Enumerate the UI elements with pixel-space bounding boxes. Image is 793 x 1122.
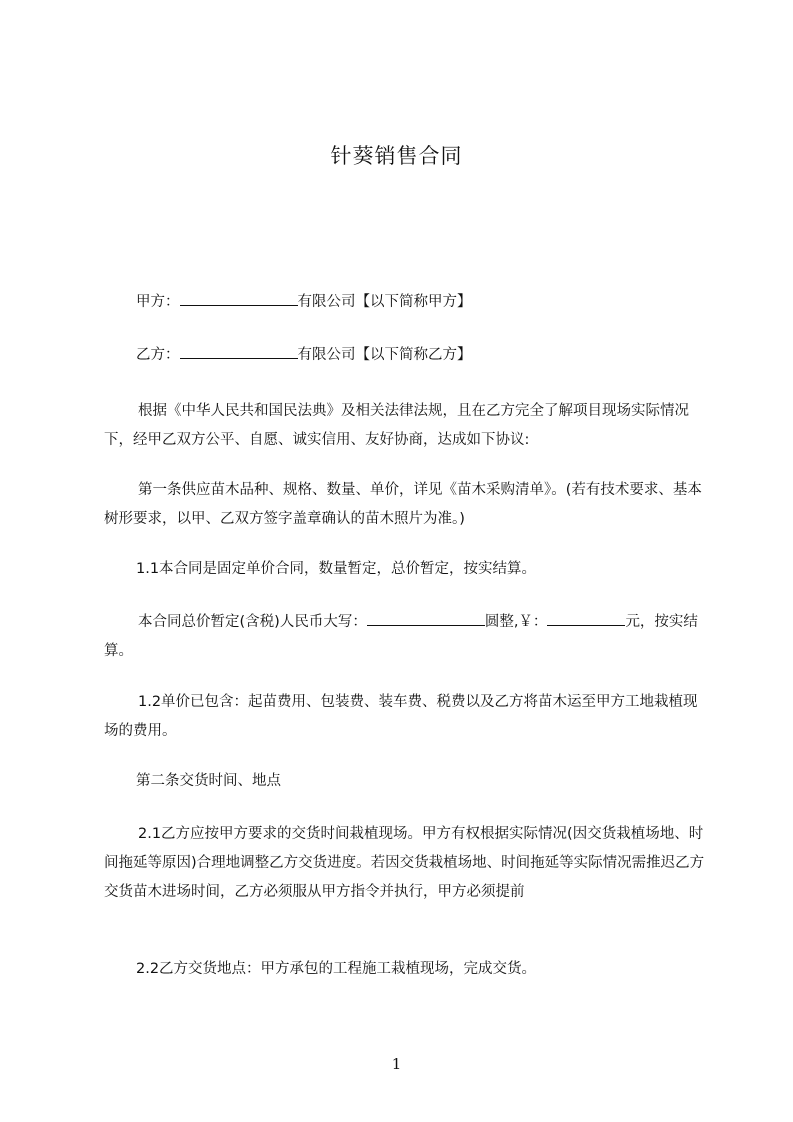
clause-1-2-paragraph: 1.2单价已包含：起苗费用、包装费、装车费、税费以及乙方将苗木运至甲方工地栽植现场的费用。: [104, 694, 698, 739]
article-2-heading: 第二条交货时间、地点: [136, 773, 281, 789]
total-price-paragraph: [104, 608, 708, 666]
party-b-line: [104, 343, 704, 366]
total-price-amount-blank: [547, 610, 625, 626]
party-b-label: 乙方：: [136, 347, 180, 363]
document-title: 针葵销售合同: [330, 144, 463, 168]
total-price-words-blank: [367, 610, 485, 626]
preamble-paragraph: 根据《中华人民共和国民法典》及相关法律法规，且在乙方完全了解项目现场实际情况下，经甲乙双方公平、自愿、诚实信用、友好协商，达成如下协议:: [104, 403, 689, 448]
party-a-suffix: 有限公司【以下简称甲方】: [297, 294, 472, 310]
party-a-name-blank: [180, 290, 298, 306]
clause-2-1-paragraph: 2.1乙方应按甲方要求的交货时间栽植现场。甲方有权根据实际情况(因交货栽植场地、时间拖延等原因)合理地调整乙方交货进度。若因交货栽植场地、时间拖延等实际情况需推迟乙方交货苗木进场时间，乙方必须服从甲方指令并执行，甲方必须提前: [104, 826, 705, 900]
total-price-suffix: 元，按实结算。: [104, 614, 698, 659]
clause-2-2-paragraph: 2.2乙方交货地点：甲方承包的工程施工栽植现场，完成交货。: [136, 961, 537, 977]
page-number: 1: [391, 1055, 402, 1073]
total-price-prefix: 本合同总价暂定(含税)人民币大写：: [138, 614, 367, 630]
party-b-name-blank: [180, 343, 298, 359]
party-b-suffix: 有限公司【以下简称乙方】: [297, 347, 472, 363]
party-a-label: 甲方：: [136, 294, 180, 310]
party-a-line: [104, 290, 704, 313]
clause-1-1-paragraph: 1.1本合同是固定单价合同，数量暂定，总价暂定，按实结算。: [136, 561, 537, 577]
article-1-paragraph: 第一条供应苗木品种、规格、数量、单价，详见《苗木采购清单》。(若有技术要求、基本树形要求，以甲、乙双方签字盖章确认的苗木照片为准。): [104, 482, 702, 527]
total-price-mid: 圆整,￥：: [484, 614, 548, 630]
